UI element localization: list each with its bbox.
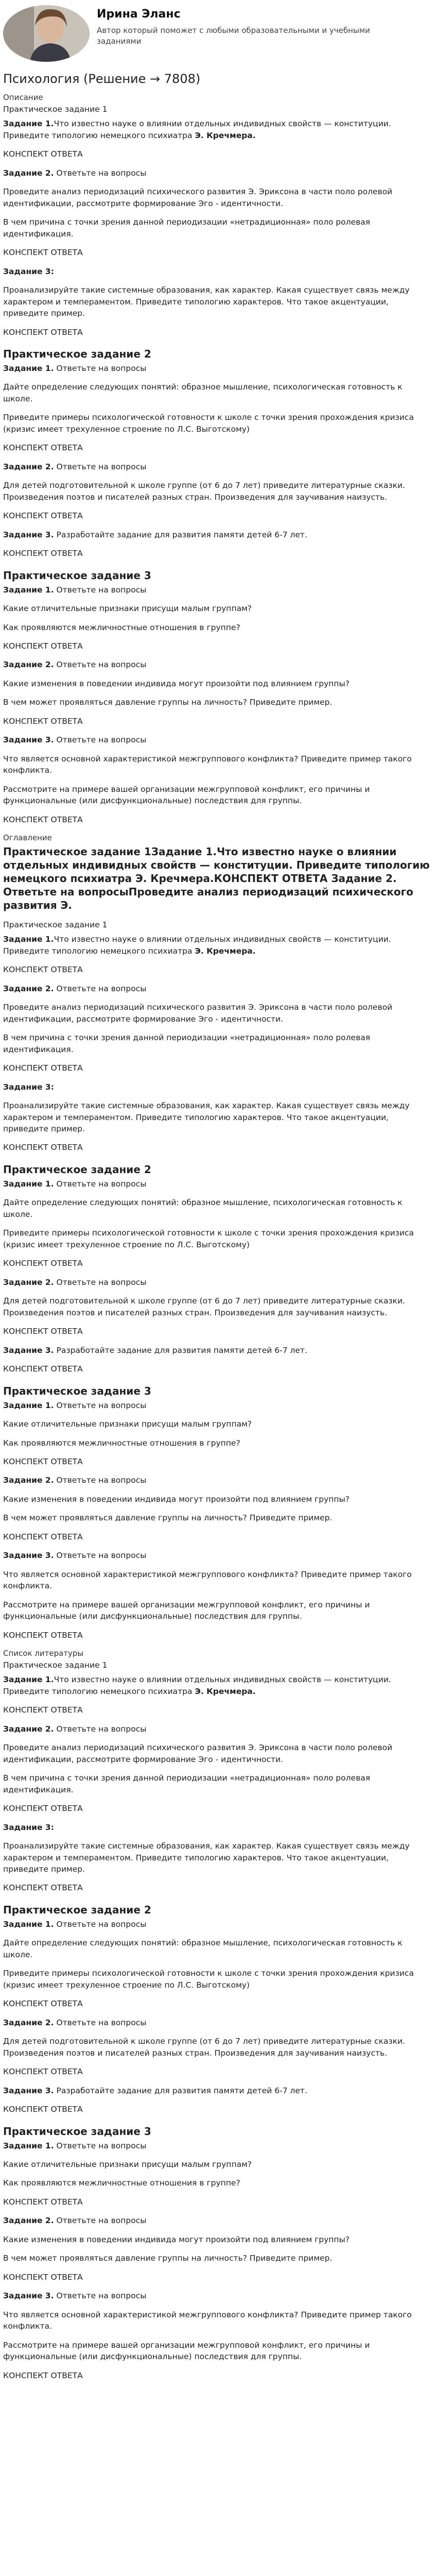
- task-text: Ответьте на вопросы: [54, 2141, 147, 2150]
- task-text: Что известно науке о влиянии отдельных индивидных свойств — конституции. Приведите типологию немецкого психиатра: [3, 935, 391, 956]
- task-text: Ответьте на вопросы: [54, 1551, 147, 1561]
- konspekt-label: КОНСПЕКТ ОТВЕТА: [3, 248, 83, 258]
- task-question: В чем причина с точки зрения данной периодизации «нетрадиционная» поло ролевая идентификация.: [3, 1033, 371, 1054]
- task-question: Проведите анализ периодизаций психического развития Э. Эриксона в части поло ролевой идентификации, рассмотрите формирование Эго - идентичности.: [3, 187, 393, 208]
- task-paragraph: [3, 167, 433, 179]
- task-question: Приведите примеры психологической готовности к школе с точки зрения прохождения кризиса (кризис имеет трехуленное строение по Л.С. Выготскому): [3, 413, 414, 434]
- task-label: Задание 3:: [3, 1082, 54, 1092]
- task-paragraph: [3, 1475, 433, 1486]
- task-paragraph: [3, 1081, 433, 1093]
- task-paragraph: [3, 2085, 433, 2096]
- konspekt-label: КОНСПЕКТ ОТВЕТА: [3, 1883, 83, 1893]
- task-question: Как проявляются межличностные отношения в группе?: [3, 1438, 240, 1448]
- task-text: Ответьте на вопросы: [54, 2216, 147, 2226]
- task-text: Разработайте задание для развития памяти детей 6-7 лет.: [54, 1345, 307, 1355]
- task-text: Ответьте на вопросы: [54, 1179, 147, 1189]
- task-question: Для детей подготовительной к школе группе (от 6 до 7 лет) приведите литературные сказки. Произведения поэтов и писателей разных стран. Произведения для заучивания наизусть.: [3, 1296, 405, 1317]
- task-paragraph: [3, 1674, 433, 1697]
- konspekt-label: КОНСПЕКТ ОТВЕТА: [3, 1143, 83, 1153]
- task-label: Задание 2.: [3, 2216, 54, 2226]
- task-question: Как проявляются межличностные отношения в группе?: [3, 2178, 240, 2188]
- task-paragraph: [3, 1822, 433, 1833]
- task-question: Какие отличительные признаки присущи малым группам?: [3, 2160, 252, 2169]
- task-label: Задание 2.: [3, 2018, 54, 2027]
- task-question: Какие изменения в поведении индивида могут произойти под влиянием группы?: [3, 679, 350, 688]
- task-paragraph: [3, 2140, 433, 2151]
- task-question: В чем может проявляться давление группы на личность? Приведите пример.: [3, 698, 333, 707]
- task-label: Задание 3.: [3, 2291, 54, 2301]
- task-paragraph: [3, 1345, 433, 1356]
- task-paragraph: [3, 659, 433, 670]
- task-paragraph: [3, 734, 433, 745]
- konspekt-label: КОНСПЕКТ ОТВЕТА: [3, 2197, 83, 2207]
- konspekt-label: КОНСПЕКТ ОТВЕТА: [3, 1804, 83, 1814]
- task-paragraph: [3, 529, 433, 540]
- task-paragraph: [3, 1277, 433, 1288]
- konspekt-label: КОНСПЕКТ ОТВЕТА: [3, 443, 83, 453]
- task-label: Задание 1.: [3, 2141, 54, 2150]
- konspekt-label: КОНСПЕКТ ОТВЕТА: [3, 1327, 83, 1336]
- task-label: Задание 1.: [3, 363, 54, 373]
- task-label: Задание 1.: [3, 935, 54, 944]
- task-name: Э. Кречмера.: [195, 946, 256, 956]
- task-question: Дайте определение следующих понятий: образное мышление, психологическая готовность к школе.: [3, 1198, 403, 1219]
- author-avatar: [3, 5, 90, 62]
- konspekt-label: КОНСПЕКТ ОТВЕТА: [3, 1630, 83, 1640]
- task-paragraph: [3, 1723, 433, 1735]
- task-question: Для детей подготовительной к школе группе (от 6 до 7 лет) приведите литературные сказки. Произведения поэтов и писателей разных стран. Произведения для заучивания наизусть.: [3, 481, 405, 502]
- task-label: Задание 3.: [3, 530, 54, 539]
- task-paragraph: [3, 1550, 433, 1561]
- task-label: Задание 2.: [3, 462, 54, 471]
- task-paragraph: [3, 118, 433, 141]
- konspekt-label: КОНСПЕКТ ОТВЕТА: [3, 1532, 83, 1541]
- task-text: Ответьте на вопросы: [54, 2291, 147, 2301]
- practical-task-3-title: Практическое задание 3: [3, 1384, 151, 1397]
- task-paragraph: [3, 266, 433, 277]
- task-label: Задание 2.: [3, 1277, 54, 1287]
- author-info: [97, 5, 385, 47]
- practical-task-2-title: Практическое задание 2: [3, 1163, 151, 1176]
- konspekt-label: КОНСПЕКТ ОТВЕТА: [3, 815, 83, 824]
- task-label: Задание 2.: [3, 1476, 54, 1485]
- task-question: Что является основной характеристикой межгруппового конфликта? Приведите пример такого конфликта.: [3, 2310, 412, 2331]
- task-question: В чем может проявляться давление группы на личность? Приведите пример.: [3, 2253, 333, 2263]
- task-paragraph: [3, 363, 433, 374]
- task-label: Задание 3:: [3, 266, 54, 276]
- konspekt-label: КОНСПЕКТ ОТВЕТА: [3, 965, 83, 975]
- task-question: В чем может проявляться давление группы на личность? Приведите пример.: [3, 1513, 333, 1523]
- task-text: Ответьте на вопросы: [54, 1277, 147, 1287]
- task-paragraph: [3, 934, 433, 957]
- toc-summary-heading: Практическое задание 1Задание 1.Что известно науке о влиянии отдельных индивидных свойств — конституции. Приведите типологию немецкого психиатра Э. Кречмера.КОНСПЕКТ ОТВЕТА Задание 2. Ответьте на вопросыПроведите анализ периодизаций психического развития Э.: [3, 845, 430, 911]
- author-card: [3, 5, 433, 71]
- section-label-description: Описание: [3, 93, 43, 103]
- task-text: Ответьте на вопросы: [54, 462, 147, 471]
- konspekt-label: КОНСПЕКТ ОТВЕТА: [3, 716, 83, 726]
- task-label: Задание 2.: [3, 984, 54, 993]
- task-text: Разработайте задание для развития памяти детей 6-7 лет.: [54, 2086, 307, 2095]
- task-question: Рассмотрите на примере вашей организации межгрупповой конфликт, его причины и функциональные (или дисфункциональные) последствия для группы.: [3, 2340, 370, 2362]
- konspekt-label: КОНСПЕКТ ОТВЕТА: [3, 1364, 83, 1374]
- task-label: Задание 2.: [3, 660, 54, 670]
- task-label: Задание 3.: [3, 1551, 54, 1561]
- task-label: Задание 1.: [3, 1400, 54, 1410]
- task-question: Дайте определение следующих понятий: образное мышление, психологическая готовность к школе.: [3, 1938, 403, 1959]
- konspekt-label: КОНСПЕКТ ОТВЕТА: [3, 2067, 83, 2077]
- konspekt-label: КОНСПЕКТ ОТВЕТА: [3, 1999, 83, 2009]
- task-label: Задание 1.: [3, 119, 54, 129]
- task-question: Проанализируйте такие системные образования, как характер. Какая существует связь между характером и темпераментом. Приведите типологию характеров. Что такое акцентуации, приведите пример.: [3, 285, 410, 318]
- konspekt-label: КОНСПЕКТ ОТВЕТА: [3, 641, 83, 651]
- task-label: Задание 3.: [3, 735, 54, 745]
- author-name[interactable]: Ирина Эланс: [97, 8, 181, 21]
- task-text: Ответьте на вопросы: [54, 168, 147, 178]
- task-paragraph: [3, 1178, 433, 1190]
- section-label-references: Список литературы: [3, 1649, 84, 1658]
- task-question: В чем причина с точки зрения данной периодизации «нетрадиционная» поло ролевая идентификация.: [3, 1773, 371, 1794]
- task-question: Приведите примеры психологической готовности к школе с точки зрения прохождения кризиса (кризис имеет трехуленное строение по Л.С. Выготскому): [3, 1969, 414, 1990]
- practical-task-3-title: Практическое задание 3: [3, 2125, 151, 2138]
- task-name: Э. Кречмера.: [195, 130, 256, 140]
- author-description: Автор который поможет с любыми образовательными и учебными заданиями: [97, 25, 370, 46]
- konspekt-label: КОНСПЕКТ ОТВЕТА: [3, 149, 83, 159]
- practical-task-2-title: Практическое задание 2: [3, 347, 151, 360]
- document-title: Психология (Решение → 7808): [3, 72, 201, 86]
- task-text: Ответьте на вопросы: [54, 363, 147, 373]
- task-text: Разработайте задание для развития памяти детей 6-7 лет.: [54, 530, 307, 539]
- konspekt-label: КОНСПЕКТ ОТВЕТА: [3, 327, 83, 337]
- practical-task-1-title: Практическое задание 1: [3, 1660, 108, 1670]
- task-question: Проведите анализ периодизаций психического развития Э. Эриксона в части поло ролевой идентификации, рассмотрите формирование Эго - идентичности.: [3, 1743, 393, 1764]
- task-question: Какие отличительные признаки присущи малым группам?: [3, 604, 252, 614]
- task-label: Задание 1.: [3, 1675, 54, 1685]
- konspekt-label: КОНСПЕКТ ОТВЕТА: [3, 2105, 83, 2114]
- task-paragraph: [3, 2290, 433, 2301]
- task-text: Ответьте на вопросы: [54, 1919, 147, 1929]
- task-question: Какие изменения в поведении индивида могут произойти под влиянием группы?: [3, 2234, 350, 2244]
- task-question: Проанализируйте такие системные образования, как характер. Какая существует связь между характером и темпераментом. Приведите типологию характеров. Что такое акцентуации, приведите пример.: [3, 1841, 410, 1874]
- task-text: Ответьте на вопросы: [54, 1400, 147, 1410]
- task-question: Проведите анализ периодизаций психического развития Э. Эриксона в части поло ролевой идентификации, рассмотрите формирование Эго - идентичности.: [3, 1003, 393, 1024]
- practical-task-2-title: Практическое задание 2: [3, 1903, 151, 1916]
- task-paragraph: [3, 461, 433, 472]
- task-label: Задание 1.: [3, 1179, 54, 1189]
- task-question: Приведите примеры психологической готовности к школе с точки зрения прохождения кризиса (кризис имеет трехуленное строение по Л.С. Выготскому): [3, 1228, 414, 1249]
- task-paragraph: [3, 1400, 433, 1411]
- konspekt-label: КОНСПЕКТ ОТВЕТА: [3, 549, 83, 558]
- task-paragraph: [3, 2215, 433, 2226]
- konspekt-label: КОНСПЕКТ ОТВЕТА: [3, 2370, 83, 2380]
- practical-task-1-title: Практическое задание 1: [3, 920, 108, 929]
- task-label: Задание 1.: [3, 585, 54, 595]
- task-paragraph: [3, 2017, 433, 2028]
- task-question: Какие изменения в поведении индивида могут произойти под влиянием группы?: [3, 1494, 350, 1504]
- task-question: Как проявляются межличностные отношения в группе?: [3, 622, 240, 632]
- task-text: Ответьте на вопросы: [54, 735, 147, 745]
- task-text: Ответьте на вопросы: [54, 2018, 147, 2027]
- task-paragraph: [3, 584, 433, 596]
- konspekt-label: КОНСПЕКТ ОТВЕТА: [3, 1259, 83, 1268]
- task-text: Ответьте на вопросы: [54, 1724, 147, 1734]
- task-text: Ответьте на вопросы: [54, 660, 147, 670]
- task-question: В чем причина с точки зрения данной периодизации «нетрадиционная» поло ролевая идентификация.: [3, 217, 371, 239]
- konspekt-label: КОНСПЕКТ ОТВЕТА: [3, 511, 83, 521]
- task-paragraph: [3, 983, 433, 994]
- practical-task-3-title: Практическое задание 3: [3, 569, 151, 582]
- task-label: Задание 3:: [3, 1822, 54, 1832]
- task-question: Для детей подготовительной к школе группе (от 6 до 7 лет) приведите литературные сказки. Произведения поэтов и писателей разных стран. Произведения для заучивания наизусть.: [3, 2037, 405, 2058]
- konspekt-label: КОНСПЕКТ ОТВЕТА: [3, 2272, 83, 2282]
- task-question: Какие отличительные признаки присущи малым группам?: [3, 1419, 252, 1429]
- task-text: Ответьте на вопросы: [54, 585, 147, 595]
- practical-task-1-title: Практическое задание 1: [3, 104, 108, 114]
- konspekt-label: КОНСПЕКТ ОТВЕТА: [3, 1456, 83, 1466]
- task-text: Что известно науке о влиянии отдельных индивидных свойств — конституции. Приведите типологию немецкого психиатра: [3, 119, 391, 140]
- task-paragraph: [3, 1919, 433, 1930]
- task-label: Задание 3.: [3, 2086, 54, 2095]
- section-label-toc: Оглавление: [3, 833, 52, 843]
- konspekt-label: КОНСПЕКТ ОТВЕТА: [3, 1705, 83, 1715]
- task-name: Э. Кречмера.: [195, 1686, 256, 1696]
- task-text: Ответьте на вопросы: [54, 984, 147, 993]
- task-question: Рассмотрите на примере вашей организации межгрупповой конфликт, его причины и функциональные (или дисфункциональные) последствия для группы.: [3, 1600, 370, 1621]
- task-question: Рассмотрите на примере вашей организации межгрупповой конфликт, его причины и функциональные (или дисфункциональные) последствия для группы.: [3, 784, 370, 806]
- task-question: Что является основной характеристикой межгруппового конфликта? Приведите пример такого конфликта.: [3, 1569, 412, 1591]
- task-label: Задание 1.: [3, 1919, 54, 1929]
- task-question: Дайте определение следующих понятий: образное мышление, психологическая готовность к школе.: [3, 382, 403, 403]
- task-question: Проанализируйте такие системные образования, как характер. Какая существует связь между характером и темпераментом. Приведите типологию характеров. Что такое акцентуации, приведите пример.: [3, 1101, 410, 1133]
- task-label: Задание 3.: [3, 1345, 54, 1355]
- konspekt-label: КОНСПЕКТ ОТВЕТА: [3, 1063, 83, 1073]
- task-text: Что известно науке о влиянии отдельных индивидных свойств — конституции. Приведите типологию немецкого психиатра: [3, 1675, 391, 1696]
- task-label: Задание 2.: [3, 1724, 54, 1734]
- task-label: Задание 2.: [3, 168, 54, 178]
- task-text: Ответьте на вопросы: [54, 1476, 147, 1485]
- task-question: Что является основной характеристикой межгруппового конфликта? Приведите пример такого конфликта.: [3, 754, 412, 775]
